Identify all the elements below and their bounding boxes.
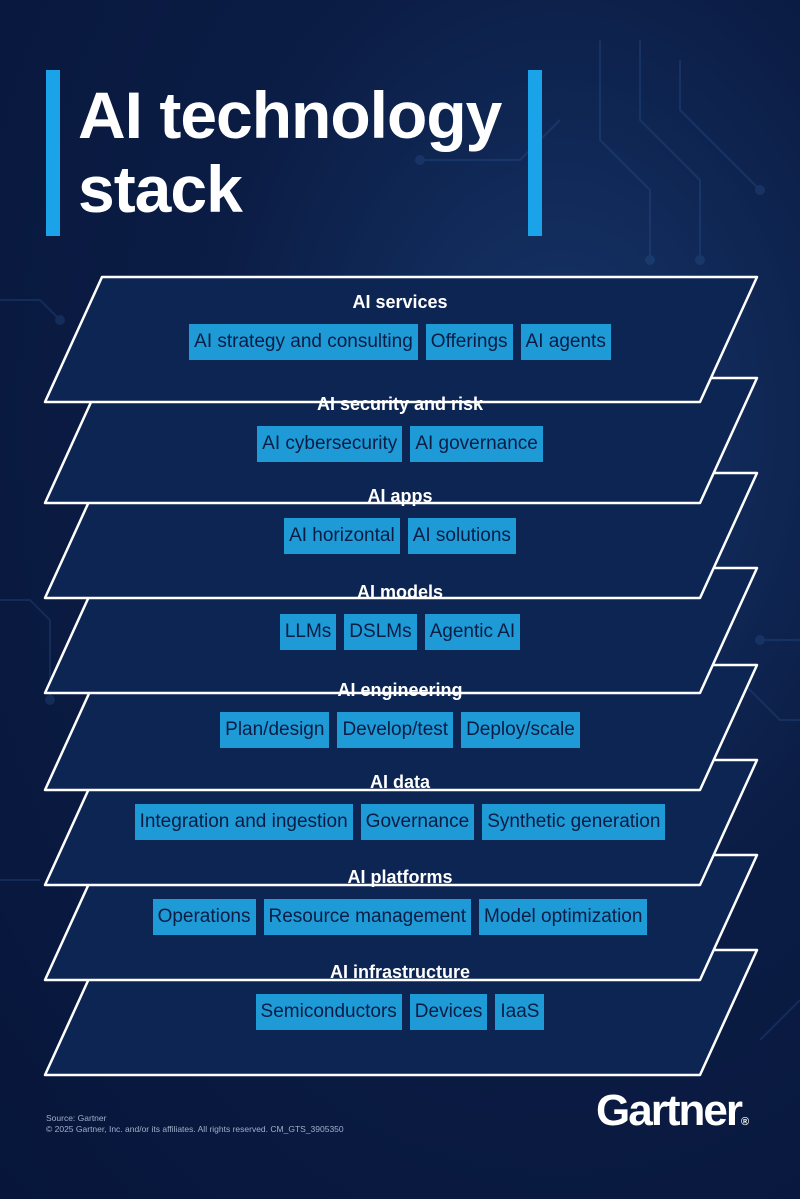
layer-chips [284,518,516,554]
layer-title: AI engineering [337,680,463,700]
layer-chip: Offerings [426,324,513,360]
source-note: Source: Gartner [46,1113,107,1123]
layer-chips [135,804,666,840]
layer-chip: AI governance [410,426,543,462]
layer [60,865,740,935]
layer-chip: AI cybersecurity [257,426,402,462]
layer-chip: Deploy/scale [461,712,580,748]
layer-title: AI platforms [347,867,453,887]
layer-chip: AI strategy and consulting [189,324,418,360]
layer [60,770,740,840]
layer-chip: Synthetic generation [482,804,665,840]
layer-title: AI models [356,582,444,602]
layer-chips [257,426,543,462]
layer-chip: Model optimization [479,899,647,935]
layer-chips [153,899,648,935]
layer-chips [189,324,611,360]
layer-chip: Operations [153,899,256,935]
layer-chip: AI agents [521,324,611,360]
registered-mark: ® [740,1116,750,1128]
layer-chip: LLMs [280,614,336,650]
layer-chip: Resource management [264,899,472,935]
layer-chip: Plan/design [220,712,329,748]
layer-chip: AI horizontal [284,518,400,554]
layer-title: AI apps [367,486,433,506]
layer [60,290,740,360]
layer [60,960,740,1030]
layer-chip: Agentic AI [425,614,521,650]
layer [60,580,740,650]
layer-chip: AI solutions [408,518,516,554]
layer-chip: Devices [410,994,488,1030]
layer-chip: Develop/test [337,712,453,748]
copyright-note: © 2025 Gartner, Inc. and/or its affiliates. All rights reserved. CM_GTS_3905350 [46,1124,344,1134]
gartner-logo [596,1086,749,1136]
layer-chip: IaaS [495,994,544,1030]
layer-chip: Governance [361,804,475,840]
footer [46,1113,344,1135]
layer-title: AI data [369,772,430,792]
layer-title: AI security and risk [316,394,484,414]
layer-chip: Integration and ingestion [135,804,353,840]
layer-chip: DSLMs [344,614,416,650]
layer-chip: Semiconductors [256,994,402,1030]
layer-chips [256,994,545,1030]
gartner-logo-text: Gartner [596,1086,741,1135]
layer [60,392,740,462]
layer [60,484,740,554]
layer-chips [220,712,580,748]
layer-chips [280,614,520,650]
title-line-2: stack [78,152,242,226]
layer-title: AI services [352,292,448,312]
title-line-1: AI technology [78,78,502,152]
layer [60,678,740,748]
layer-title: AI infrastructure [329,962,471,982]
